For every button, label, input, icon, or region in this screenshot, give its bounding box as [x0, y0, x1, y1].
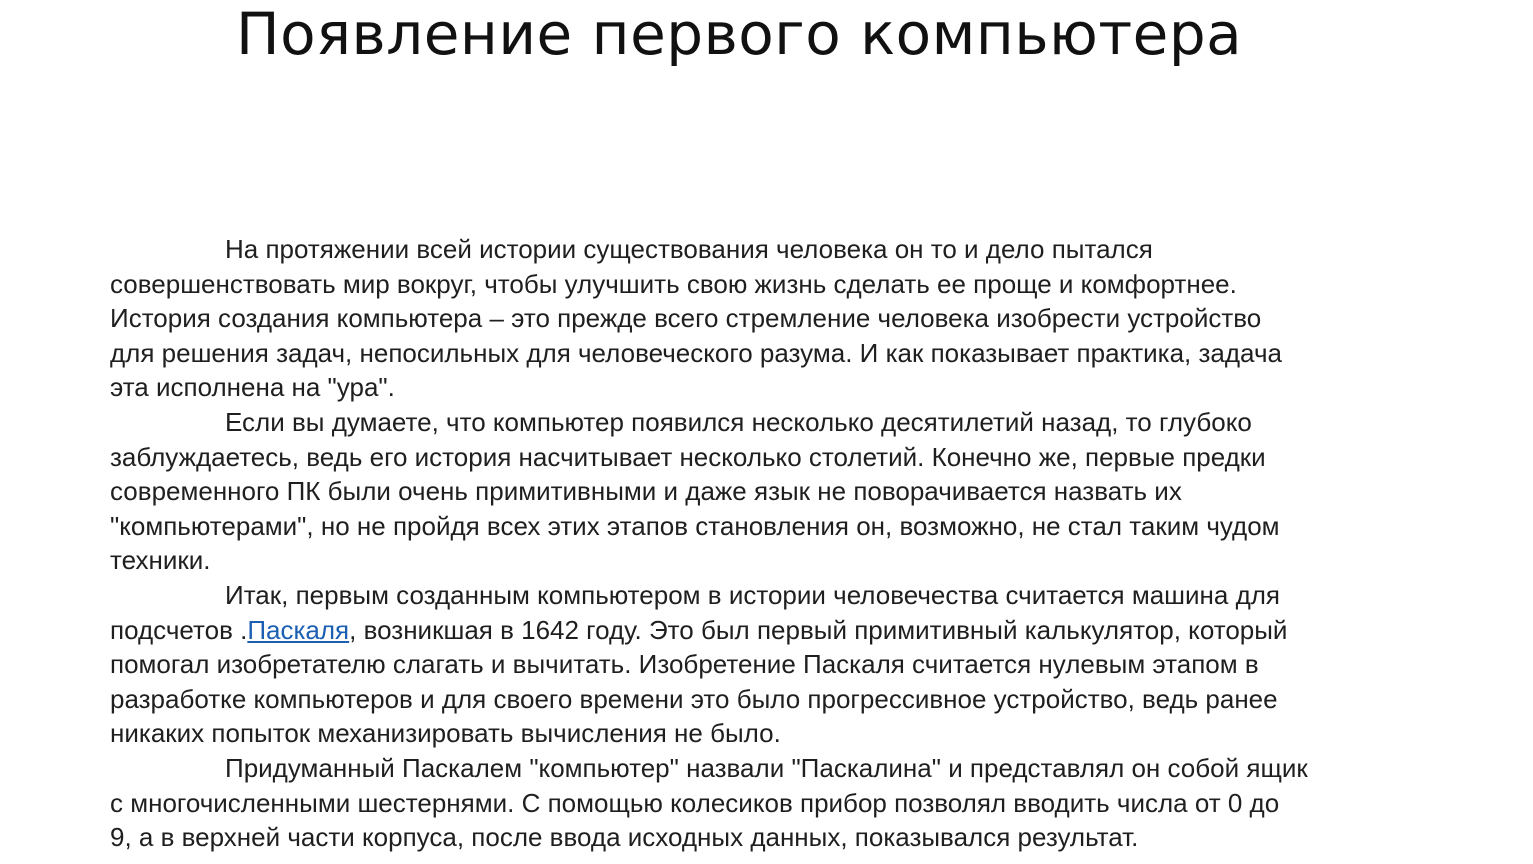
paragraph-1 [110, 232, 1440, 405]
paragraph-line: техники. [110, 545, 211, 576]
paragraph-line: совершенствовать мир вокруг, чтобы улучшить свою жизнь сделать ее проще и комфортнее. [110, 268, 1237, 299]
paragraph-line: На протяжении всей истории существования человека он то и дело пытался [225, 234, 1153, 264]
paragraph-line: разработке компьютеров и для своего времени это было прогрессивное устройство, ведь ранее [110, 683, 1278, 714]
paragraph-line: современного ПК были очень примитивными и даже язык не поворачивается назвать их [110, 476, 1182, 507]
paragraph-line: заблуждаетесь, ведь его история насчитывает несколько столетий. Конечно же, первые предки [110, 441, 1266, 472]
link-prefix-text: подсчетов . [110, 614, 248, 645]
link-suffix-text: , возникшая в 1642 году. Это был первый примитивный калькулятор, который [349, 614, 1288, 645]
paragraph-line: с многочисленными шестернями. С помощью колесиков прибор позволял вводить числа от 0 до [110, 787, 1280, 818]
paragraph-4 [110, 751, 1440, 855]
paragraph-3 [110, 578, 1440, 751]
paragraph-line: эта исполнена на "ура". [110, 372, 395, 403]
paragraph-line: 9, а в верхней части корпуса, после ввода исходных данных, показывался результат. [110, 822, 1139, 853]
paragraph-line: Придуманный Паскалем "компьютер" назвали "Паскалина" и представлял он собой ящик [225, 752, 1308, 783]
slide-body-text [110, 232, 1440, 855]
paragraph-line: История создания компьютера – это прежде всего стремление человека изобрести устройство [110, 303, 1262, 334]
paragraph-line: помогал изобретателю слагать и вычитать. Изобретение Паскаля считается нулевым этапом в [110, 649, 1259, 680]
paragraph-line: "компьютерами", но не пройдя всех этих этапов становления он, возможно, не стал таким чудом [110, 510, 1280, 541]
paragraph-line: никаких попыток механизировать вычисления не было. [110, 718, 781, 749]
paragraph-line: Если вы думаете, что компьютер появился несколько десятилетий назад, то глубоко [225, 406, 1252, 437]
slide-title: Появление первого компьютера [236, 0, 1243, 68]
pascal-link[interactable]: Паскаля [247, 614, 350, 645]
paragraph-line: для решения задач, непосильных для человеческого разума. И как показывает практика, задача [110, 337, 1282, 368]
paragraph-line-with-link [110, 613, 1440, 648]
paragraph-line: Итак, первым созданным компьютером в истории человечества считается машина для [225, 579, 1280, 610]
paragraph-2 [110, 405, 1440, 578]
